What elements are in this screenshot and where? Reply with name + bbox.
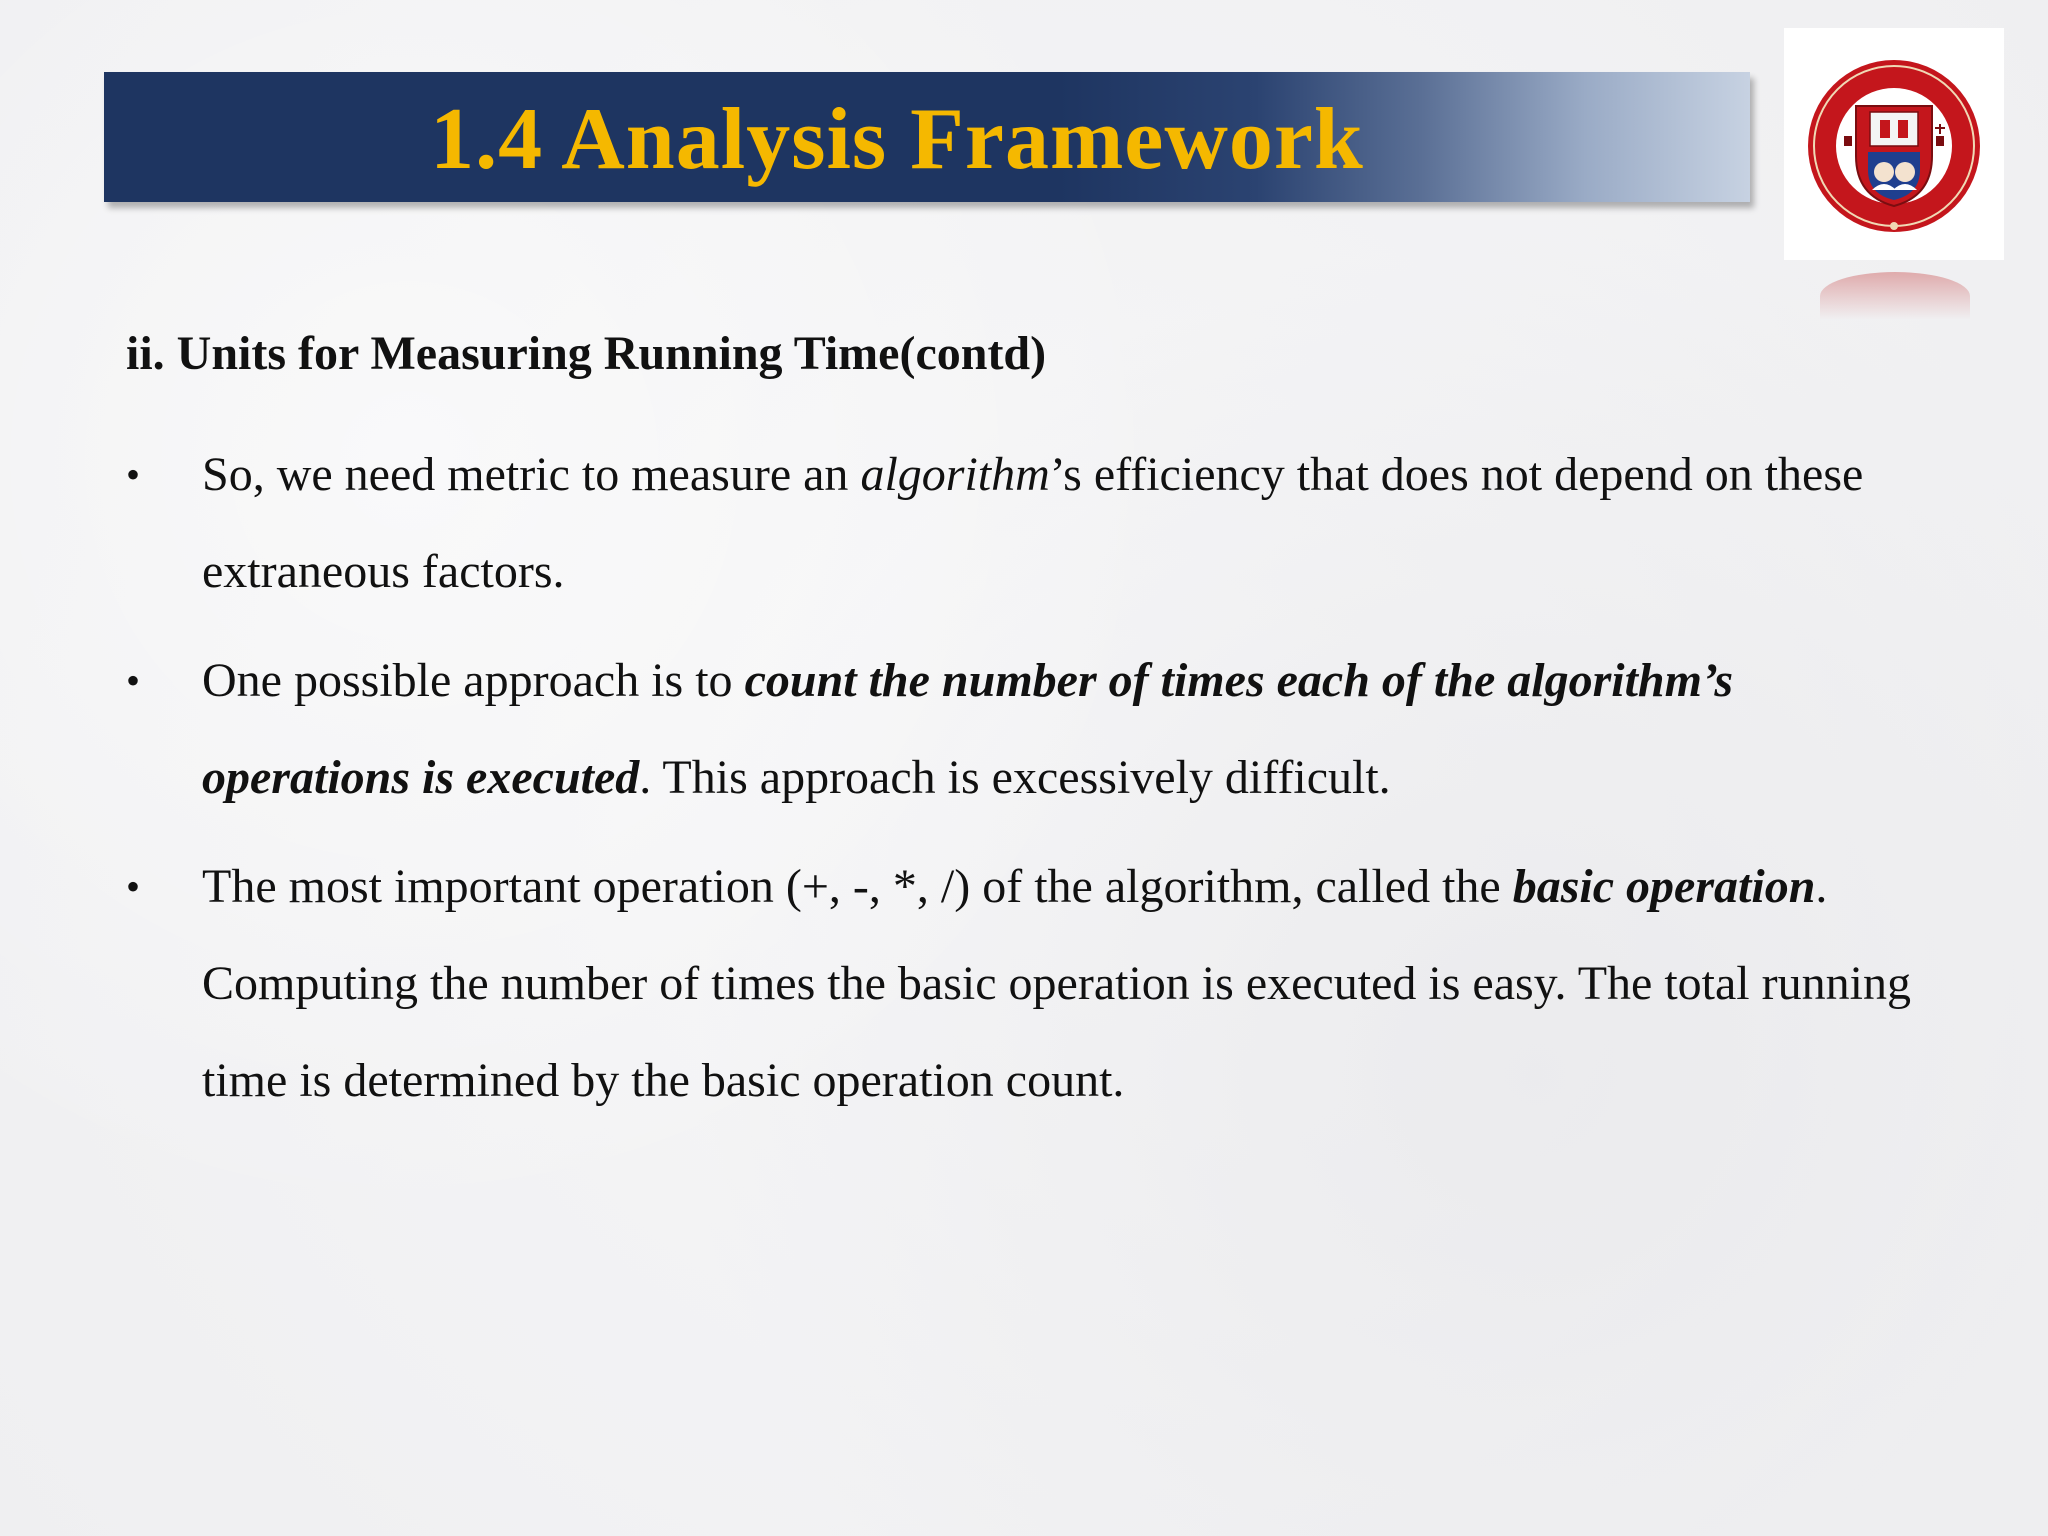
bullet-text: . Computing the number of times the basic operation is executed is easy. The total running time is determined by the basic operation count. (202, 860, 1911, 1107)
bullet-emphasis: algorithm (860, 448, 1050, 501)
bullet-emphasis: basic operation (1512, 860, 1816, 913)
slide-title: 1.4 Analysis Framework (430, 91, 1364, 188)
bullet-marker: • (126, 452, 141, 497)
title-bar (104, 72, 1750, 202)
bullet-marker: • (126, 864, 141, 909)
bullet-item (126, 426, 1946, 620)
logo-container (1784, 28, 2004, 260)
bullet-text: The most important operation (+, -, *, /) of the algorithm, called the (202, 860, 1513, 913)
institution-seal-icon (1784, 28, 2004, 260)
bullet-emphasis: count the number of times each of the algorithm’s operations is executed (202, 654, 1734, 804)
logo-reflection (1820, 272, 1970, 320)
bullet-text: One possible approach is to (202, 654, 745, 707)
bullet-list (126, 426, 1946, 1141)
bullet-marker: • (126, 658, 141, 703)
bullet-text: ’s efficiency that does not depend on these extraneous factors. (202, 448, 1864, 598)
bullet-item (126, 838, 1946, 1129)
bullet-text: So, we need metric to measure an (202, 448, 861, 501)
slide-subheading: ii. Units for Measuring Running Time(contd) (126, 327, 1047, 380)
bullet-text: . This approach is excessively difficult. (639, 751, 1391, 804)
bullet-item (126, 632, 1946, 826)
